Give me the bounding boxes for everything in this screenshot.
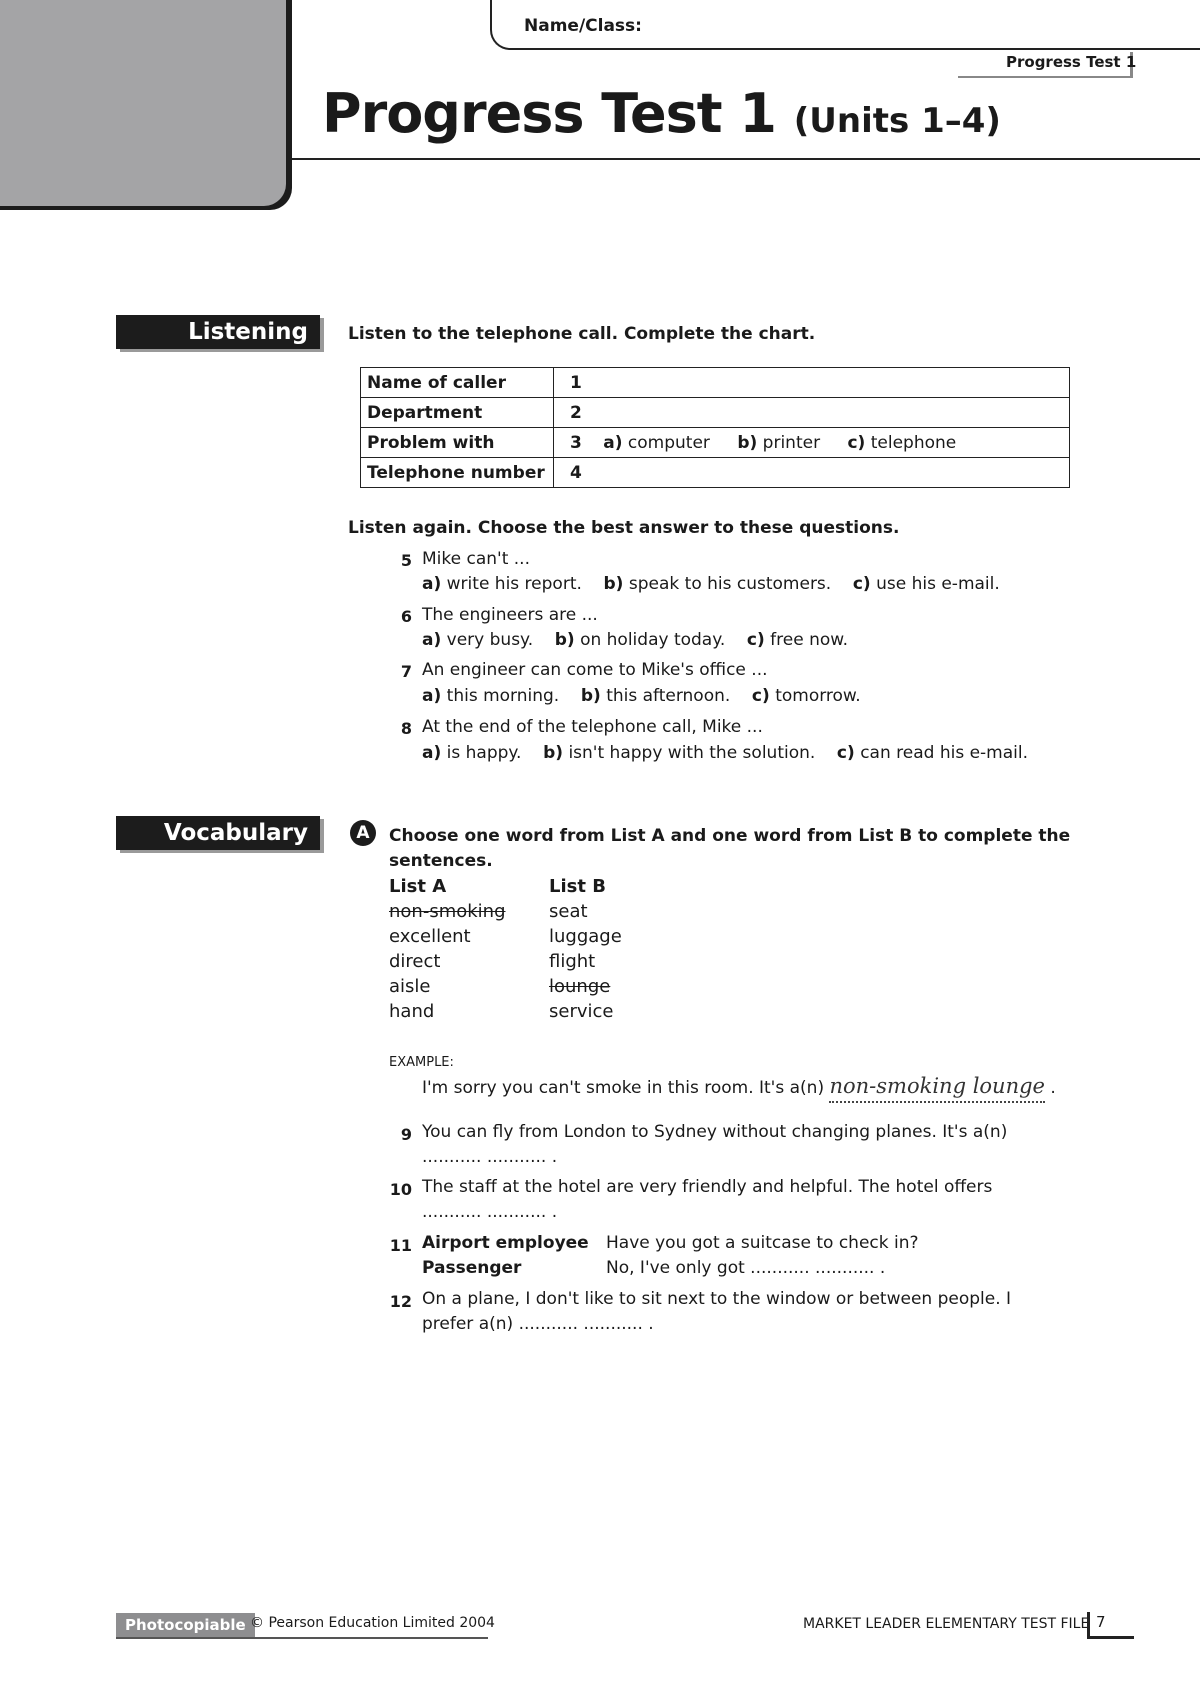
option[interactable]: c) tomorrow.: [751, 686, 861, 706]
book-title: MARKET LEADER ELEMENTARY TEST FILE: [803, 1616, 1090, 1632]
list-item: hand: [389, 1001, 435, 1022]
page-title: [322, 82, 1001, 145]
list-b-header: List B: [549, 876, 606, 897]
chart-option[interactable]: a) computer: [603, 432, 710, 453]
dialogue-lines: Have you got a suitcase to check in? No, I've only got ........... ........... .: [606, 1233, 919, 1278]
page-number-bracket: [1087, 1612, 1134, 1639]
chart-row-label: Department: [361, 398, 554, 428]
chart-row: [361, 428, 1070, 458]
example-answer: non-smoking lounge: [829, 1074, 1045, 1098]
list-item: luggage: [549, 926, 622, 947]
exercise-a-marker: A: [350, 820, 376, 846]
option[interactable]: a) write his report.: [422, 574, 582, 594]
page-number: 7: [1096, 1613, 1106, 1631]
chart-answer-cell[interactable]: [554, 428, 1070, 458]
question-text: On a plane, I don't like to sit next to the window or between people. I prefer a(n) ........... ........... .: [422, 1289, 1012, 1334]
list-a-header: List A: [389, 876, 447, 897]
listening-instruction-2: Listen again. Choose the best answer to these questions.: [348, 518, 900, 538]
chart-row-number: 4: [570, 462, 582, 483]
option[interactable]: a) very busy.: [422, 630, 534, 650]
answer-blank[interactable]: ........... ........... .: [750, 1258, 886, 1278]
option[interactable]: b) this afternoon.: [580, 686, 731, 706]
page-title-main: Progress Test 1: [322, 82, 776, 145]
answer-blank[interactable]: ........... ........... .: [422, 1147, 558, 1167]
question-options: [422, 684, 861, 709]
chart-row-label: Telephone number: [361, 458, 554, 488]
question-stem: The engineers are ...: [422, 605, 598, 625]
vocabulary-section-label: Vocabulary: [116, 816, 320, 850]
listening-chart: [360, 367, 1070, 488]
chart-row-label: Name of caller: [361, 368, 554, 398]
dialogue-speakers: Airport employee Passenger: [422, 1233, 589, 1278]
chart-answer-cell[interactable]: [554, 398, 1070, 428]
option[interactable]: c) free now.: [746, 630, 849, 650]
list-item: lounge: [549, 976, 611, 997]
option[interactable]: a) is happy.: [422, 743, 522, 763]
chart-answer-cell[interactable]: [554, 458, 1070, 488]
question-stem: Mike can't ...: [422, 549, 530, 569]
footer-rule: [116, 1637, 488, 1639]
page-title-units: (Units 1–4): [793, 101, 1001, 141]
listening-section-label: Listening: [116, 315, 320, 349]
chart-answer-cell[interactable]: [554, 368, 1070, 398]
question-stem: At the end of the telephone call, Mike ...: [422, 717, 763, 737]
chart-row-number: 3: [570, 432, 582, 453]
chart-row: [361, 368, 1070, 398]
example-label: EXAMPLE:: [389, 1055, 454, 1070]
example-sentence: I'm sorry you can't smoke in this room. It's a(n) non-smoking lounge .: [422, 1074, 1056, 1103]
vocabulary-instruction: Choose one word from List A and one word from List B to complete the sentences.: [389, 826, 1071, 871]
listening-instruction-1: Listen to the telephone call. Complete the chart.: [348, 324, 816, 344]
progress-test-tab-label: Progress Test 1: [1006, 53, 1137, 71]
option[interactable]: b) speak to his customers.: [603, 574, 832, 594]
answer-blank[interactable]: ........... ........... .: [422, 1202, 558, 1222]
question-number: 6: [400, 607, 412, 626]
list-item: non-smoking: [389, 901, 506, 922]
question-options: [422, 628, 848, 653]
question-number: 12: [389, 1292, 412, 1311]
option[interactable]: a) this morning.: [422, 686, 560, 706]
answer-blank[interactable]: ........... ........... .: [518, 1314, 654, 1334]
chart-row-label: Problem with: [361, 428, 554, 458]
example-answer-line: [829, 1074, 1045, 1103]
option[interactable]: b) on holiday today.: [554, 630, 726, 650]
list-a: [389, 874, 506, 1024]
chart-row-number: 2: [570, 402, 582, 423]
photocopiable-badge: Photocopiable: [116, 1613, 255, 1637]
list-b: [549, 874, 622, 1024]
option[interactable]: b) isn't happy with the solution.: [543, 743, 816, 763]
question-number: 8: [400, 719, 412, 738]
question-number: 7: [400, 662, 412, 681]
question-number: 11: [389, 1236, 412, 1255]
title-divider: [292, 158, 1200, 160]
list-item: service: [549, 1001, 614, 1022]
chart-option[interactable]: c) telephone: [847, 432, 957, 453]
option[interactable]: c) use his e-mail.: [852, 574, 1000, 594]
question-options: [422, 741, 1028, 766]
list-item: aisle: [389, 976, 431, 997]
name-class-label: Name/Class:: [524, 16, 642, 36]
question-text: You can fly from London to Sydney without changing planes. It's a(n) ........... ........... .: [422, 1122, 1008, 1167]
chart-row-number: 1: [570, 372, 582, 393]
option[interactable]: c) can read his e-mail.: [836, 743, 1028, 763]
list-item: seat: [549, 901, 588, 922]
question-number: 9: [400, 1125, 412, 1144]
list-item: flight: [549, 951, 596, 972]
question-text: The staff at the hotel are very friendly and helpful. The hotel offers ........... ........... .: [422, 1177, 993, 1222]
header-grey-block: [0, 0, 286, 206]
chart-row: [361, 458, 1070, 488]
copyright-notice: © Pearson Education Limited 2004: [250, 1615, 495, 1631]
question-options: [422, 572, 1000, 597]
question-stem: An engineer can come to Mike's office ...: [422, 660, 768, 680]
chart-option[interactable]: b) printer: [737, 432, 821, 453]
list-item: excellent: [389, 926, 471, 947]
question-number: 10: [389, 1180, 412, 1199]
chart-row: [361, 398, 1070, 428]
list-item: direct: [389, 951, 441, 972]
question-number: 5: [400, 551, 412, 570]
